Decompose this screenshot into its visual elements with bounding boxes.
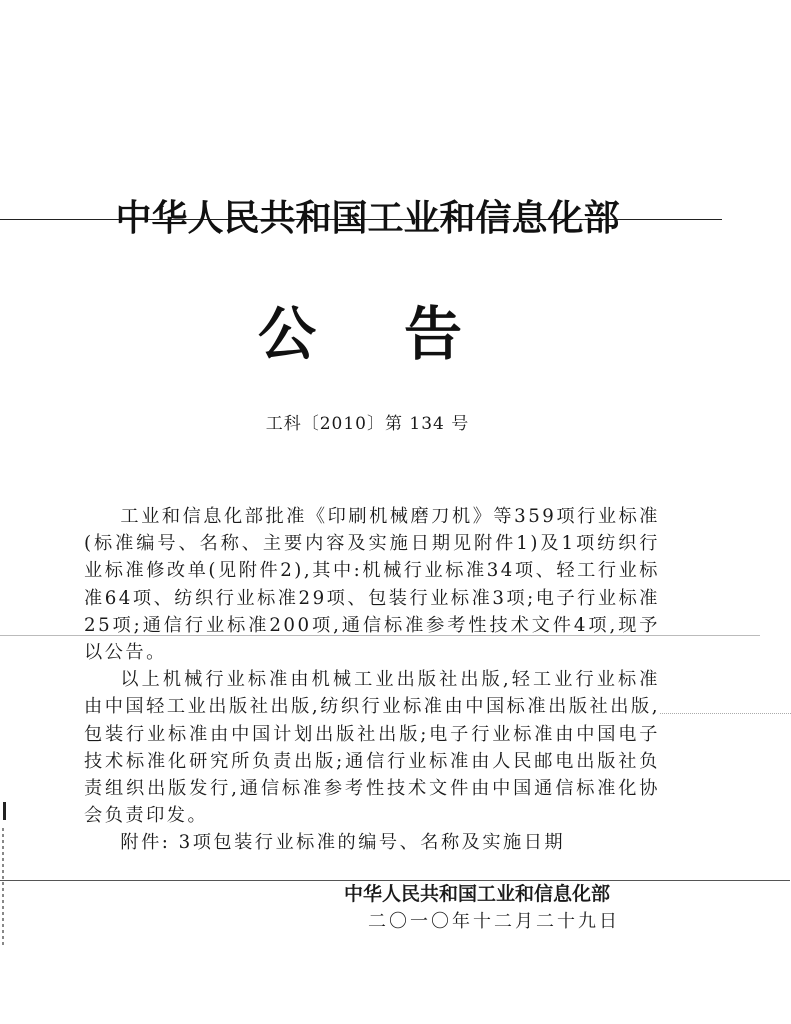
notice-title: 公告 [258, 300, 551, 368]
scan-mark-dotted [2, 828, 4, 948]
signature-ministry: 中华人民共和国工业和信息化部 [344, 883, 611, 905]
scan-mark [3, 802, 6, 820]
scan-rule-dotted [660, 713, 791, 714]
paragraph-attachment: 附件: 3项包装行业标准的编号、名称及实施日期 [120, 832, 566, 854]
ministry-title [0, 194, 763, 244]
ministry-title-text: 中华人民共和国工业和信息化部 [115, 198, 620, 239]
body-text [84, 503, 660, 857]
paragraph-approval: 工业和信息化部批准《印刷机械磨刀机》等359项行业标准(标准编号、名称、主要内容及实施日期见附件1)及1项纺织行业标准修改单(见附件2),其中:机械行业标准34项、轻工行业标准64项、纺织行业标准29项、包装行业标准3项;电子行业标准25项;通信行业标准200项,通信标准参考性技术文件4项,现予以公告。 [84, 506, 660, 664]
document-number: 工科〔2010〕第 134 号 [265, 414, 470, 434]
paragraph-publishers: 以上机械行业标准由机械工业出版社出版,轻工业行业标准由中国轻工业出版社出版,纺织行业标准由中国标准出版社出版,包装行业标准由中国计划出版社出版;电子行业标准由中国电子技术标准化研究所负责出版;通信行业标准由人民邮电出版社负责组织出版发行,通信标准参考性技术文件由中国通信标准化协会负责印发。 [84, 669, 660, 827]
signature-date: 二〇一〇年十二月二十九日 [368, 911, 620, 932]
